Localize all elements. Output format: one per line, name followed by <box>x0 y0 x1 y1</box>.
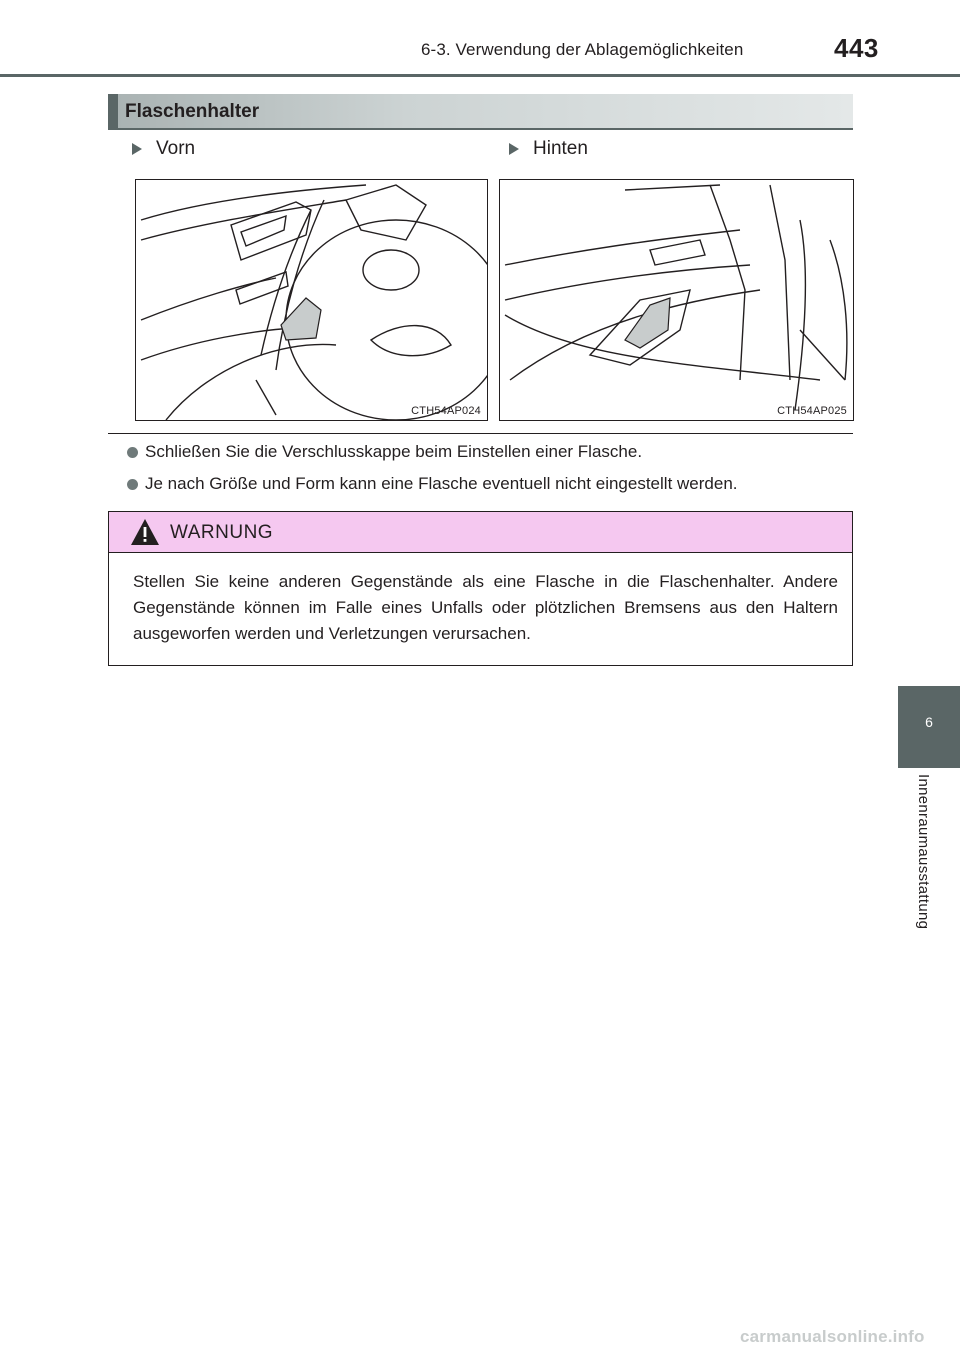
watermark: carmanualsonline.info <box>740 1327 925 1346</box>
chapter-number: 6 <box>925 714 933 730</box>
figure-code: CTH54AP024 <box>411 405 481 417</box>
warning-text: Stellen Sie keine anderen Gegenstände als eine Flasche in die Flaschenhalter. Andere Gegenstände können im Falle eines Unfalls oder plötzlichen Bremsens aus den Haltern ausgeworfen werden und Verletzungen verursachen. <box>133 572 838 643</box>
bullet-icon <box>127 447 138 458</box>
running-header: 6-3. Verwendung der Ablagemöglichkeiten <box>421 40 744 59</box>
figure-label-rear <box>509 138 588 160</box>
figure-code: CTH54AP025 <box>777 405 847 417</box>
figure-label-front <box>132 138 195 160</box>
page-number: 443 <box>834 33 879 63</box>
rear-door-illustration <box>500 180 853 420</box>
figure-rear-bottle-holder <box>499 179 854 421</box>
warning-box <box>108 511 853 666</box>
figure-label-text: Vorn <box>156 138 196 159</box>
warning-title: WARNUNG <box>170 522 274 543</box>
figure-label-text: Hinten <box>533 138 588 159</box>
list-item-text: Schließen Sie die Verschlusskappe beim Einstellen einer Flasche. <box>145 442 643 461</box>
section-title: Flaschenhalter <box>125 101 260 122</box>
list-item <box>127 474 738 494</box>
list-item-text: Je nach Größe und Form kann eine Flasche eventuell nicht eingestellt werden. <box>145 474 738 493</box>
chapter-label: Innenraumausstattung <box>915 774 932 930</box>
arrow-right-icon <box>509 143 519 155</box>
chapter-tab <box>898 686 960 768</box>
front-door-illustration <box>136 180 487 420</box>
warning-header <box>109 512 852 553</box>
list-item <box>127 442 642 462</box>
divider <box>108 433 853 434</box>
arrow-right-icon <box>132 143 142 155</box>
figure-front-bottle-holder <box>135 179 488 421</box>
header-rule <box>0 74 960 77</box>
bullet-icon <box>127 479 138 490</box>
warning-triangle-icon <box>129 517 161 547</box>
